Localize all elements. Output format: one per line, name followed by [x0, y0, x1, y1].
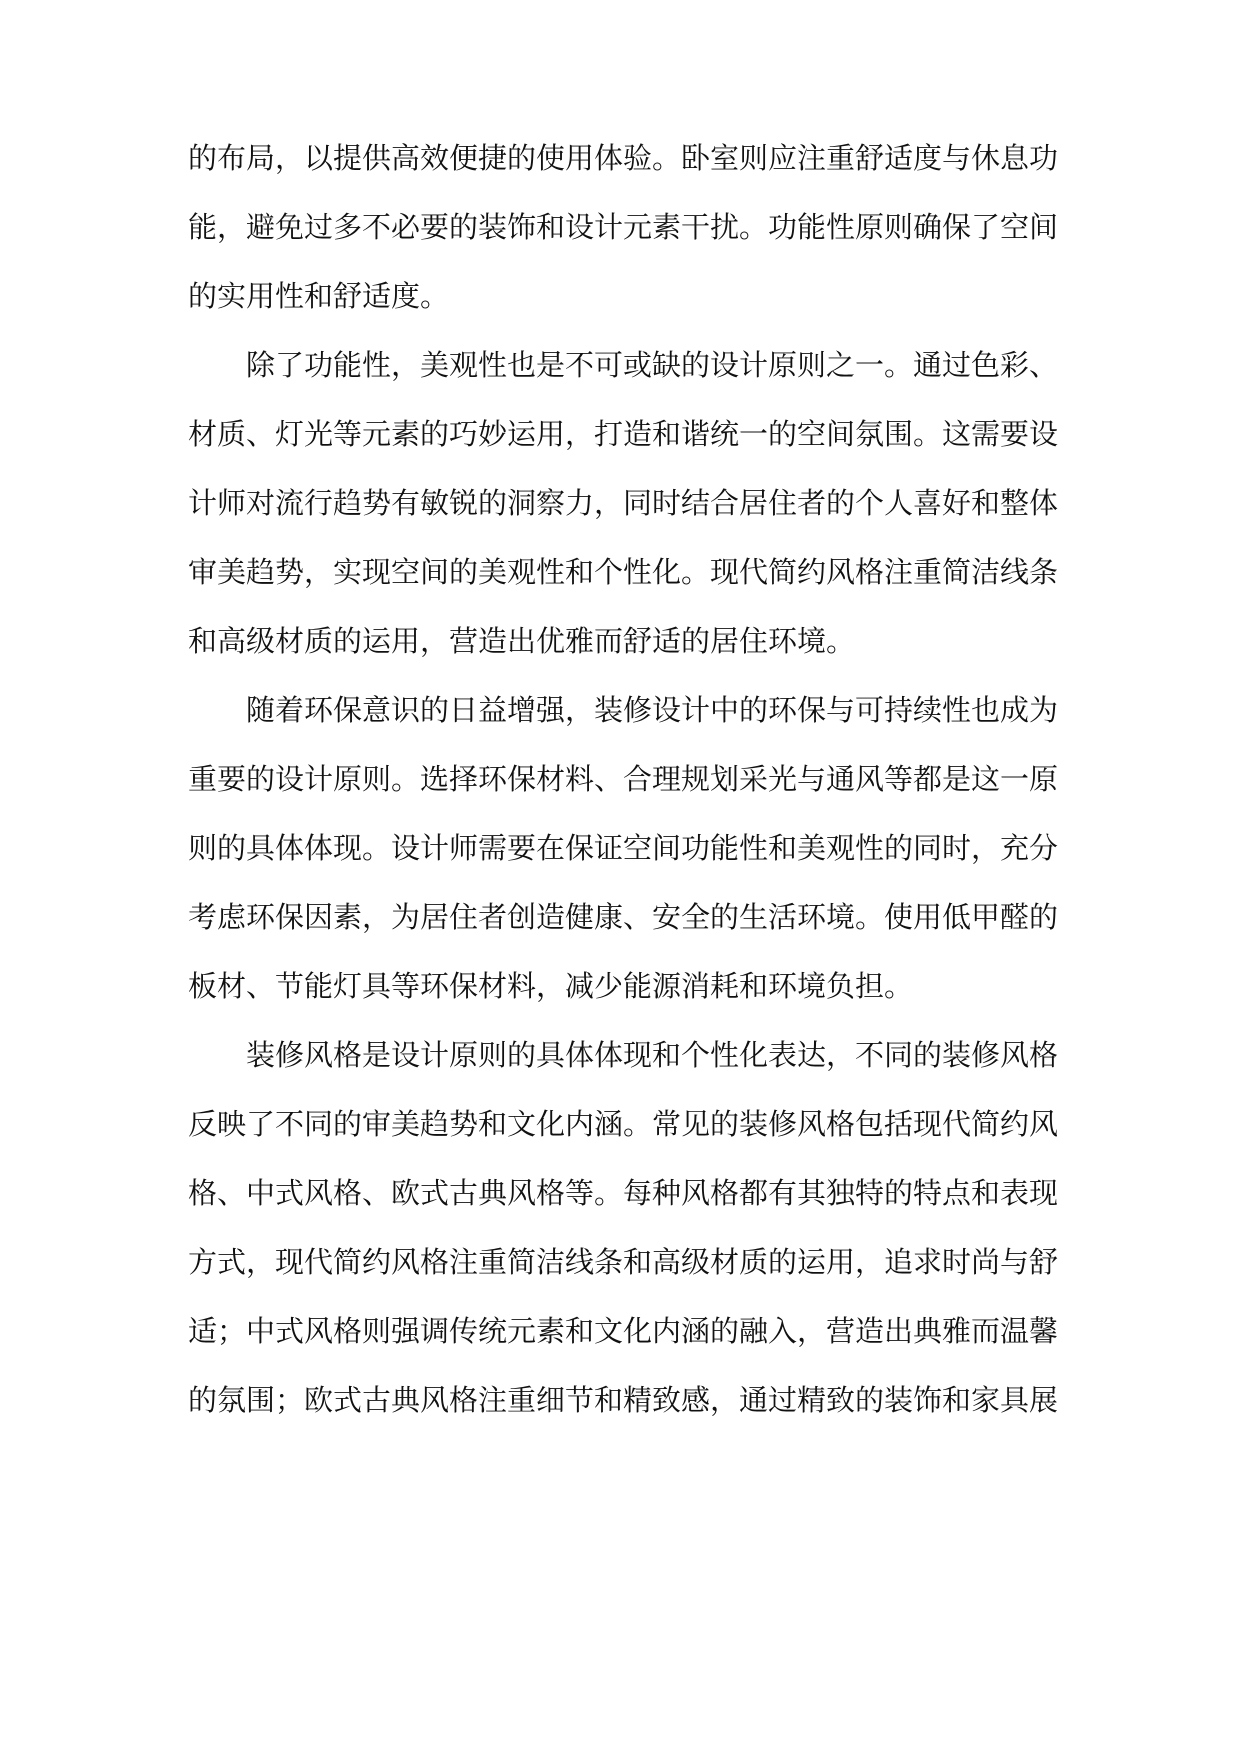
paragraph-2-line-4: 审美趋势，实现空间的美观性和个性化。现代简约风格注重简洁线条 [188, 555, 1059, 589]
paragraph-4-line-6: 的氛围；欧式古典风格注重细节和精致感，通过精致的装饰和家具展 [188, 1383, 1059, 1417]
paragraph-4-line-3: 格、中式风格、欧式古典风格等。每种风格都有其独特的特点和表现 [188, 1176, 1059, 1210]
paragraph-4-line-1: 装修风格是设计原则的具体体现和个性化表达，不同的装修风格 [246, 1038, 1059, 1072]
paragraph-2-line-3: 计师对流行趋势有敏锐的洞察力，同时结合居住者的个人喜好和整体 [188, 486, 1059, 520]
body-text [188, 140, 1058, 1451]
paragraph-2-line-1: 除了功能性，美观性也是不可或缺的设计原则之一。通过色彩、 [246, 348, 1059, 382]
paragraph-3-line-1: 随着环保意识的日益增强，装修设计中的环保与可持续性也成为 [246, 693, 1059, 727]
paragraph-1-line-2: 能，避免过多不必要的装饰和设计元素干扰。功能性原则确保了空间 [188, 210, 1059, 244]
paragraph-1-line-3: 的实用性和舒适度。 [188, 279, 450, 313]
paragraph-3-line-3: 则的具体体现。设计师需要在保证空间功能性和美观性的同时，充分 [188, 831, 1059, 865]
paragraph-4-line-4: 方式，现代简约风格注重简洁线条和高级材质的运用，追求时尚与舒 [188, 1245, 1059, 1279]
paragraph-3-line-5: 板材、节能灯具等环保材料，减少能源消耗和环境负担。 [188, 969, 914, 1003]
paragraph-4-line-5: 适；中式风格则强调传统元素和文化内涵的融入，营造出典雅而温馨 [188, 1314, 1059, 1348]
paragraph-4-line-2: 反映了不同的审美趋势和文化内涵。常见的装修风格包括现代简约风 [188, 1107, 1059, 1141]
paragraph-3-line-2: 重要的设计原则。选择环保材料、合理规划采光与通风等都是这一原 [188, 762, 1059, 796]
paragraph-1-line-1: 的布局，以提供高效便捷的使用体验。卧室则应注重舒适度与休息功 [188, 141, 1059, 175]
paragraph-2-line-5: 和高级材质的运用，营造出优雅而舒适的居住环境。 [188, 624, 856, 658]
paragraph-3-line-4: 考虑环保因素，为居住者创造健康、安全的生活环境。使用低甲醛的 [188, 900, 1059, 934]
paragraph-2-line-2: 材质、灯光等元素的巧妙运用，打造和谐统一的空间氛围。这需要设 [188, 417, 1059, 451]
